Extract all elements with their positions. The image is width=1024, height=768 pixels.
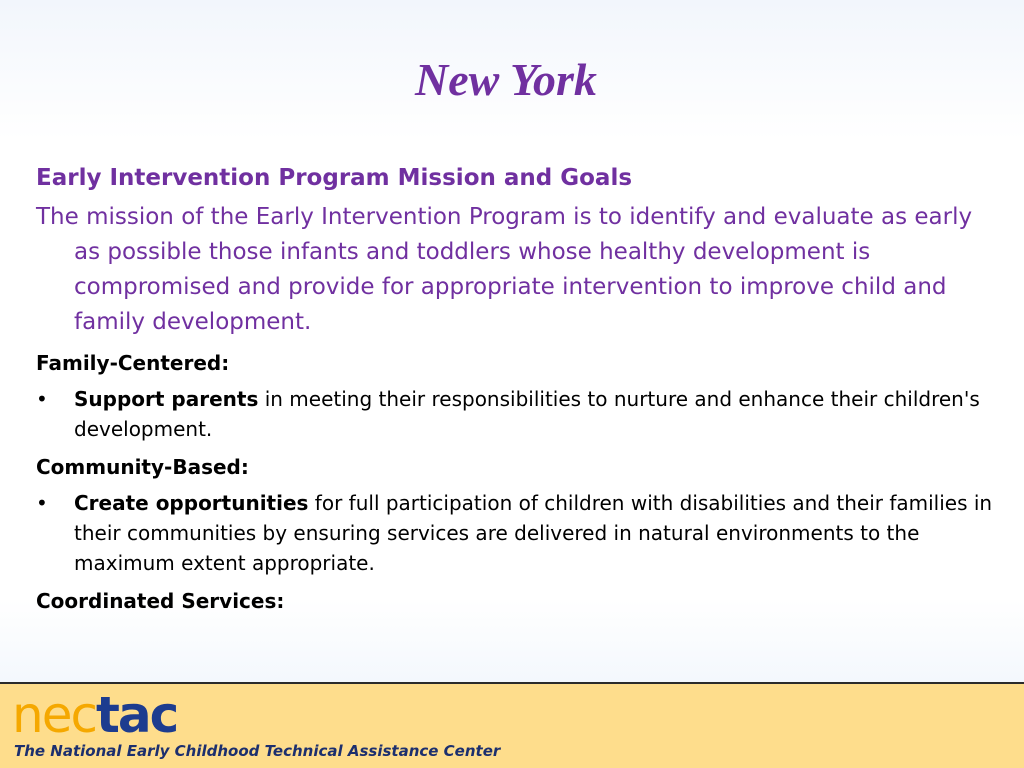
footer-tagline: The National Early Childhood Technical Assistance Center bbox=[14, 742, 501, 760]
bullet-text: for full participation of children with disabilities and their families in their communities by ensuring services are delivered in natural environments to the maximum extent appropriate. bbox=[74, 491, 993, 575]
coordinated-services-heading: Coordinated Services: bbox=[36, 589, 285, 613]
bullet-strong-text: Support parents bbox=[74, 387, 259, 411]
nectac-logo bbox=[12, 686, 178, 744]
family-centered-bullet bbox=[36, 384, 996, 444]
bullet-text: in meeting their responsibilities to nurture and enhance their children's development. bbox=[74, 387, 980, 441]
logo-nec-text: nec bbox=[12, 686, 96, 744]
slide-title: New York bbox=[415, 54, 597, 105]
bullet-icon: • bbox=[36, 491, 48, 515]
slide-content bbox=[36, 160, 996, 618]
bullet-strong-text: Create opportunities bbox=[74, 491, 309, 515]
mission-subheading: Early Intervention Program Mission and Goals bbox=[36, 165, 633, 191]
bullet-icon: • bbox=[36, 387, 48, 411]
family-centered-heading: Family-Centered: bbox=[36, 351, 230, 375]
community-based-bullet bbox=[36, 488, 996, 578]
mission-statement: The mission of the Early Intervention Program is to identify and evaluate as early as possible those infants and toddlers whose healthy development is compromised and provide for appropriate intervention to improve child and family development. bbox=[36, 204, 973, 335]
footer-band bbox=[0, 682, 1024, 768]
community-based-heading: Community-Based: bbox=[36, 455, 249, 479]
logo-tac-text: tac bbox=[95, 686, 178, 744]
